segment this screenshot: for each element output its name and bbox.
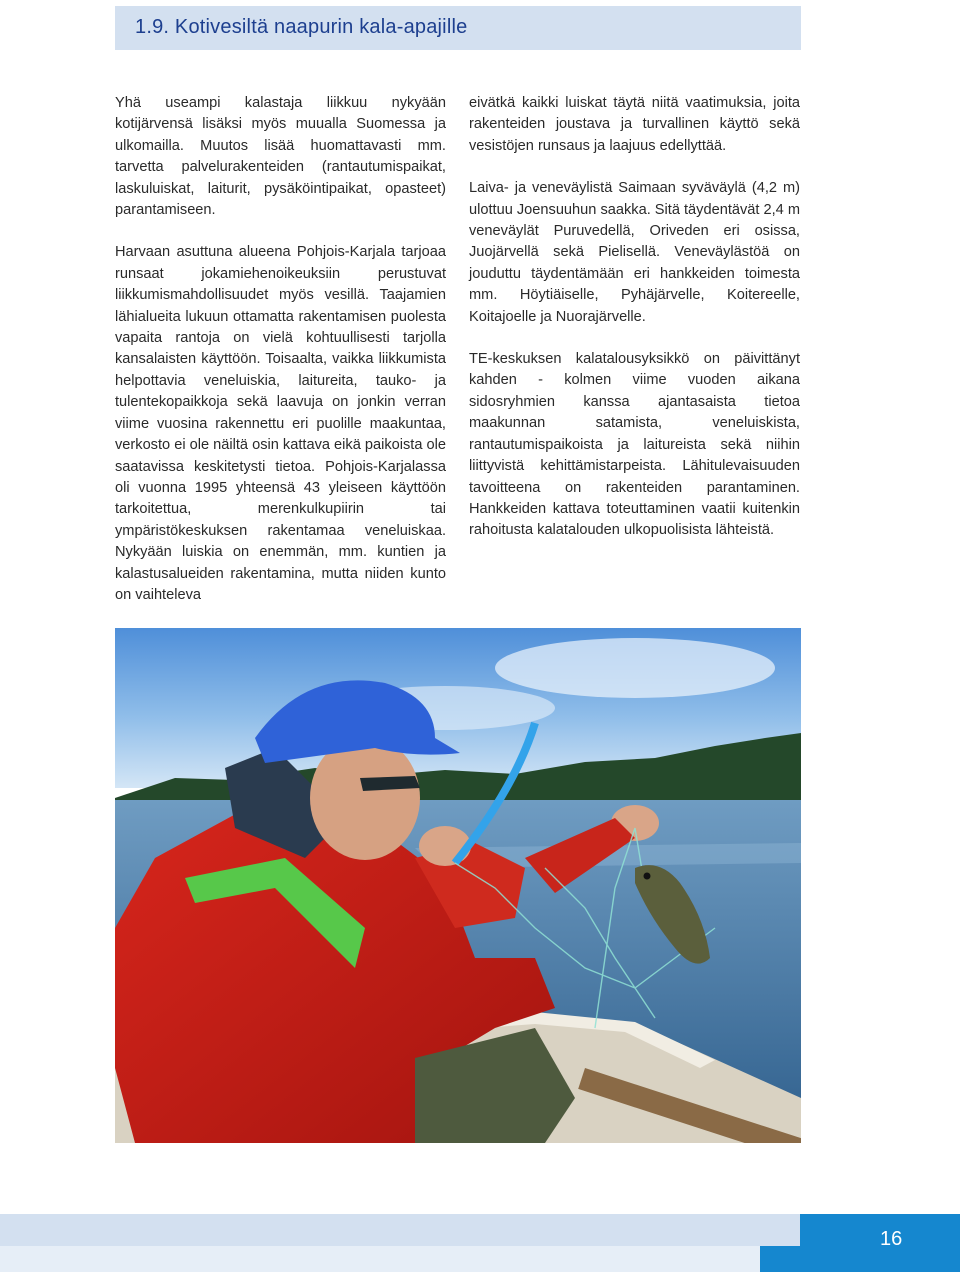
- fisherman-photo: [115, 628, 801, 1143]
- page-number-box-step: [760, 1246, 800, 1272]
- page-number-box: [800, 1214, 960, 1272]
- paragraph: Laiva- ja veneväylistä Saimaan syväväylä (4,2 m) ulottuu Joensuuhun saakka. Sitä täydentävät 2,4 m veneväylät Puruvedellä, Oriveden eri osissa, Juojärvellä sekä Pielisellä. Veneväylästöä on jouduttu täydentämään eri hankkeiden toimesta mm. Höytiäiselle, Pyhäjärvelle, Koitereelle, Koitajoelle ja Nuorajärvelle.: [469, 180, 801, 325]
- footer-band-lower: [0, 1246, 760, 1272]
- paragraph: TE-keskuksen kalatalousyksikkö on päivittänyt kahden - kolmen viime vuoden aikana sidosryhmien kanssa ajantasaista tietoa maakunnan satamista, veneluiskista, rantautumispaikoista ja laitureista sekä niihin liittyvistä kehittämistarpeista. Lähitulevaisuuden tavoitteena on rakenteiden parantaminen. Hankkeiden kattava toteuttaminen vaatii kuitenkin rahoitusta kalatalouden ulkopuolisista lähteistä.: [469, 351, 800, 539]
- paragraph: Yhä useampi kalastaja liikkuu nykyään kotijärvensä lisäksi myös muualla Suomessa ja ulkomailla. Muutos lisää huomattavasti mm. tarvetta palvelurakenteiden (rantautumispaikat, laskuluiskat, laiturit, pysäköintipaikat, opasteet) parantamiseen.: [115, 95, 446, 219]
- chapter-title: 1.9. Kotivesiltä naapurin kala-apajille: [135, 16, 468, 38]
- paragraph: Harvaan asuttuna alueena Pohjois-Karjala tarjoaa runsaat jokamiehenoikeuksiin perustuvat liikkumismahdollisuudet myös vesillä. Taajamien lähialueita lukuun ottamatta rakentamisen puolesta vapaita rantoja on vielä kohtuullisesti tarjolla kansalaisten käyttöön. Toisaalta, vaikka liikkumista helpottavia veneluiskia, laitureita, tauko- ja tulentekopaikkoja sekä laavuja on jonkin verran viime vuosina rakennettu eri puolille maakuntaa, verkosto ei ole näiltä osin kattava eikä paikoista ole saatavissa keskitetysti tietoa. Pohjois-Karjalassa oli vuonna 1995 yhteensä 43 yleiseen käyttöön tarkoitettua, merenkulkupiirin tai ympäristökeskuksen rakentamaa veneluiskaa. Nykyään luiskia on enemmän, mm. kuntien ja kalastusalueiden rakentamina, mutta niiden kunto on vaihteleva: [115, 244, 446, 603]
- fish-eye: [644, 873, 651, 880]
- left-text-column: [115, 93, 446, 606]
- paragraph: eivätkä kaikki luiskat täytä niitä vaatimuksia, joita rakenteiden joustava ja turvallinen käyttö sekä vesistöjen runsaus ja laajuus edellyttää.: [469, 95, 800, 154]
- page-number: 16: [880, 1228, 903, 1250]
- chapter-header-band: [115, 6, 801, 50]
- cloud: [495, 638, 775, 698]
- right-text-column: [469, 93, 800, 563]
